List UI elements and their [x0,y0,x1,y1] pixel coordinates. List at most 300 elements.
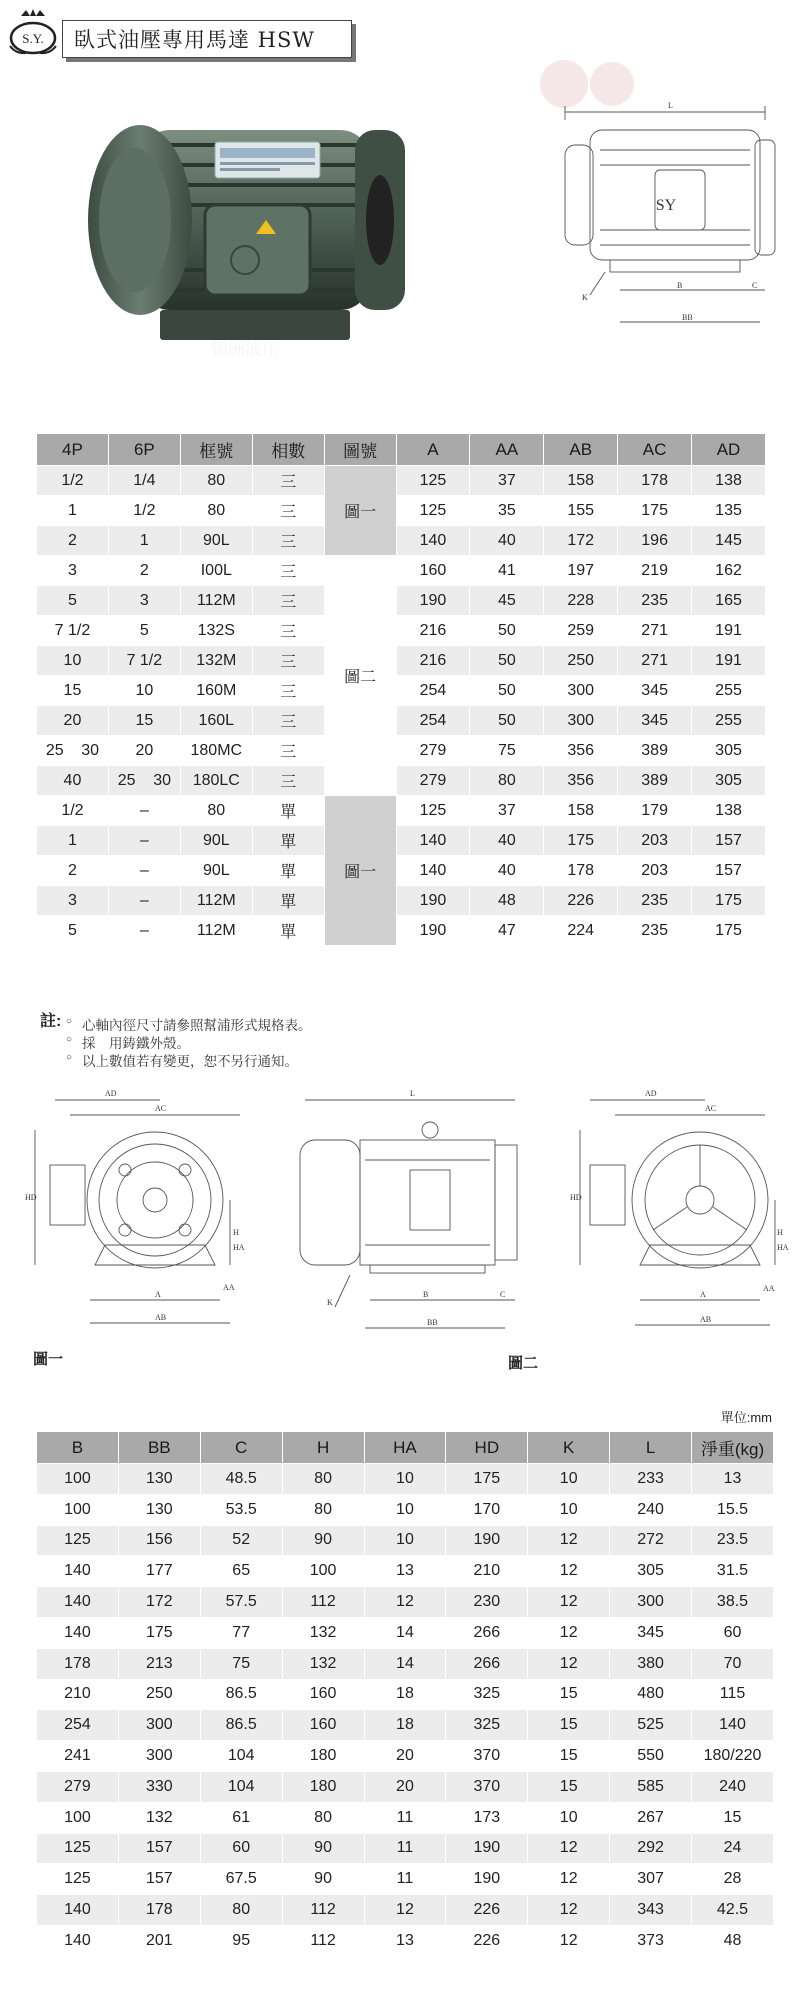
table-row [37,796,766,826]
table-cell: 單 [252,826,324,856]
col-header: HD [446,1432,528,1464]
table-cell: 210 [37,1679,119,1710]
note-item: ○ 採 用鋳鐵外殼。 [82,1032,190,1052]
table-cell: 130 [118,1464,200,1495]
table-cell: 80 [180,496,252,526]
table-cell: 80 [282,1802,364,1833]
table-cell: 125 [396,496,470,526]
table-cell: 233 [610,1464,692,1495]
table-cell: 203 [618,856,692,886]
table-cell: 173 [446,1802,528,1833]
table-cell: 279 [37,1771,119,1802]
table-cell: 60 [692,1617,774,1648]
table-cell: 180/220 [692,1741,774,1772]
table-cell: 550 [610,1741,692,1772]
table-cell: 160M [180,676,252,706]
table-cell: 175 [544,826,618,856]
table-cell: 255 [692,676,766,706]
table-cell: 2 [37,856,109,886]
table-cell: 230 [446,1587,528,1618]
table-cell: 170 [446,1494,528,1525]
table-cell: 112 [282,1587,364,1618]
table-cell: 48 [692,1925,774,1956]
table-cell: 45 [470,586,544,616]
table-cell: 5 [37,586,109,616]
table-cell: 190 [446,1525,528,1556]
diagram-cell: 圖一 [324,466,396,556]
table-row [37,1464,774,1495]
table-cell: 190 [396,916,470,946]
svg-text:AD: AD [105,1089,117,1098]
svg-text:K: K [327,1298,333,1307]
svg-text:AA: AA [223,1283,235,1292]
svg-text:AB: AB [700,1315,712,1324]
table-cell: 254 [396,676,470,706]
table-cell: 10 [528,1464,610,1495]
note-item: ○ 心軸內徑尺寸請參照幫浦形式規格表。 [82,1014,312,1034]
table-cell: 125 [37,1864,119,1895]
col-header: AD [692,434,766,466]
svg-text:HD: HD [25,1193,37,1202]
table-cell: 20 [37,706,109,736]
table-cell: 138 [692,466,766,496]
table-cell: – [108,856,180,886]
table-cell: – [108,796,180,826]
table-cell: 15 [528,1771,610,1802]
table-cell: 18 [364,1710,446,1741]
table-cell: 216 [396,646,470,676]
table-cell: 157 [118,1864,200,1895]
table-cell: 2 [37,526,109,556]
brand-logo [6,8,60,60]
table-cell: 100 [37,1464,119,1495]
table-cell: 235 [618,916,692,946]
table-cell: 10 [364,1464,446,1495]
table-cell: 157 [692,856,766,886]
table-cell: 201 [118,1925,200,1956]
table-cell: 三 [252,766,324,796]
table-cell: 240 [692,1771,774,1802]
table-cell: 三 [252,526,324,556]
svg-text:HA: HA [233,1243,245,1252]
table-cell: 單 [252,796,324,826]
table-cell: 219 [618,556,692,586]
table-cell: 50 [470,616,544,646]
svg-text:BB: BB [682,313,693,322]
note-item: ○ 以上數值若有變更，恕不另行通知。 [82,1050,298,1070]
table-cell: 80 [180,466,252,496]
table-cell: 104 [200,1771,282,1802]
table-cell: I00L [180,556,252,586]
table-cell: 60 [200,1833,282,1864]
table-cell: 5 [37,916,109,946]
table-cell: 1 [37,496,109,526]
table-cell: 90L [180,826,252,856]
table-cell: 160 [282,1710,364,1741]
table-cell: 160L [180,706,252,736]
table-cell: 31.5 [692,1556,774,1587]
svg-text:A: A [700,1290,706,1299]
table-cell: 175 [118,1617,200,1648]
table-row [37,496,766,526]
table-cell: 100 [282,1556,364,1587]
table-cell: 80 [470,766,544,796]
table-cell: 10 [364,1494,446,1525]
table-cell: 112M [180,886,252,916]
table-cell: 190 [396,886,470,916]
table-cell: 100 [37,1494,119,1525]
motor-side-drawing-top [560,100,785,340]
table-cell: 135 [692,496,766,526]
table-cell: 370 [446,1741,528,1772]
table-cell: 三 [252,496,324,526]
table-cell: 272 [610,1525,692,1556]
table-row [37,766,766,796]
table-cell: 157 [692,826,766,856]
col-header: 4P [37,434,109,466]
table-cell: 132M [180,646,252,676]
table-cell: 75 [470,736,544,766]
table-cell: 112M [180,916,252,946]
table-row [37,1802,774,1833]
table-row [37,1617,774,1648]
table-cell: 191 [692,646,766,676]
table-cell: 177 [118,1556,200,1587]
table-cell: 12 [528,1648,610,1679]
notes-label: 註: [40,1013,62,1030]
table-cell: 38.5 [692,1587,774,1618]
table-cell: 10 [108,676,180,706]
table-cell: 23.5 [692,1525,774,1556]
table-cell: 125 [37,1833,119,1864]
table-cell: 140 [37,1925,119,1956]
table-cell: 389 [618,766,692,796]
table-row [37,736,766,766]
col-header: K [528,1432,610,1464]
table-cell: 13 [364,1556,446,1587]
table-cell: 37 [470,796,544,826]
table-cell: 140 [37,1556,119,1587]
table-cell: 140 [37,1895,119,1926]
table-cell: 175 [692,916,766,946]
table-cell: 65 [200,1556,282,1587]
table-cell: 190 [446,1833,528,1864]
col-header: 淨重(kg) [692,1432,774,1464]
table-cell: 132 [282,1617,364,1648]
svg-text:AC: AC [155,1104,167,1113]
table-cell: 140 [396,826,470,856]
table-cell: 20 [364,1741,446,1772]
table-cell: 三 [252,736,324,766]
table-cell: 226 [544,886,618,916]
table-cell: 345 [618,706,692,736]
table-cell: 三 [252,676,324,706]
table-cell: 130 [118,1494,200,1525]
table-row [37,1925,774,1956]
table-cell: 86.5 [200,1710,282,1741]
table-cell: 235 [618,886,692,916]
table-cell: 254 [396,706,470,736]
table-cell: 1 [108,526,180,556]
table-cell: 90 [282,1864,364,1895]
table-cell: 157 [118,1833,200,1864]
table-cell: 40 [37,766,109,796]
table-row [37,916,766,946]
table-row [37,856,766,886]
table-cell: 389 [618,736,692,766]
table-row [37,586,766,616]
table-cell: 180MC [180,736,252,766]
table-cell: 180 [282,1741,364,1772]
table-cell: 50 [470,676,544,706]
table-cell: 178 [618,466,692,496]
table-cell: 373 [610,1925,692,1956]
table-cell: 15.5 [692,1494,774,1525]
table-cell: 12 [364,1895,446,1926]
table-cell: 三 [252,586,324,616]
table-cell: 196 [618,526,692,556]
table-cell: 1/2 [37,796,109,826]
table-cell: 95 [200,1925,282,1956]
table-cell: 210 [446,1556,528,1587]
table-cell: 292 [610,1833,692,1864]
table-cell: 380 [610,1648,692,1679]
table-cell: 112M [180,586,252,616]
table-cell: 305 [692,766,766,796]
svg-text:SY: SY [655,197,677,214]
table-cell: 165 [692,586,766,616]
table-cell: 50 [470,646,544,676]
col-header: C [200,1432,282,1464]
table-cell: 216 [396,616,470,646]
svg-text:B: B [677,281,683,290]
table-cell: 241 [37,1741,119,1772]
table-cell: 41 [470,556,544,586]
table-cell: 104 [200,1741,282,1772]
table-cell: 13 [364,1925,446,1956]
table-cell: 35 [470,496,544,526]
table-cell: 61 [200,1802,282,1833]
table-cell: 132S [180,616,252,646]
figure-2-label: 圖二 [508,1355,539,1372]
table-cell: 250 [544,646,618,676]
svg-text:S.Y.: S.Y. [22,31,44,46]
table-cell: 42.5 [692,1895,774,1926]
table-cell: 單 [252,886,324,916]
table-cell: 18 [364,1679,446,1710]
diagram-cell: 圖一 [324,796,396,946]
table-cell: 15 [108,706,180,736]
table-cell: 10 [364,1525,446,1556]
table-cell: 178 [544,856,618,886]
table-cell: 158 [544,466,618,496]
table-cell: 三 [252,616,324,646]
table-cell: 80 [200,1895,282,1926]
table-row [37,1587,774,1618]
col-header: 圖號 [324,434,396,466]
table-cell: 197 [544,556,618,586]
table-cell: 160 [282,1679,364,1710]
table-cell: – [108,886,180,916]
col-header: A [396,434,470,466]
table-cell: 138 [692,796,766,826]
table-row [37,646,766,676]
table-row [37,1741,774,1772]
table-cell: 172 [544,526,618,556]
svg-text:A: A [155,1290,161,1299]
table-cell: 3 [37,886,109,916]
table-cell: 15 [528,1710,610,1741]
table-row [37,1494,774,1525]
table-cell: 3 [108,586,180,616]
table-cell: 300 [118,1741,200,1772]
table-cell: 480 [610,1679,692,1710]
table-cell: 10 [37,646,109,676]
split-value: 25 [45,741,64,759]
table-cell: 10 [528,1802,610,1833]
table-cell: 1/4 [108,466,180,496]
figure-1-label: 圖一 [33,1351,64,1368]
table-cell: 224 [544,916,618,946]
table-cell: 213 [118,1648,200,1679]
table-cell: 178 [37,1648,119,1679]
table-cell: 259 [544,616,618,646]
table-row [37,1556,774,1587]
table-cell: 140 [37,1617,119,1648]
table-row [37,1710,774,1741]
table-cell: 14 [364,1648,446,1679]
table-cell: 10 [528,1494,610,1525]
table-cell: 132 [118,1802,200,1833]
table-cell: – [108,826,180,856]
svg-text:锦洲液压: 锦洲液压 [211,340,279,360]
table-cell: 12 [528,1864,610,1895]
svg-text:AC: AC [705,1104,717,1113]
table-cell: 15 [528,1679,610,1710]
table-cell: 125 [396,796,470,826]
table-row [37,1679,774,1710]
table-cell: 80 [282,1464,364,1495]
diagram-cell: 圖二 [324,556,396,796]
spec-table-1 [36,433,766,946]
table-cell: 86.5 [200,1679,282,1710]
page-title: 臥式油壓專用馬達 HSW [74,28,315,52]
table-cell: 24 [692,1833,774,1864]
table-cell: 90L [180,856,252,886]
table-cell: 325 [446,1679,528,1710]
table-cell: 356 [544,766,618,796]
table-cell: 7 1/2 [37,616,109,646]
table-cell: 191 [692,616,766,646]
table-cell: 178 [118,1895,200,1926]
table-cell: 80 [180,796,252,826]
table-cell: 1/2 [37,466,109,496]
table-row [37,1864,774,1895]
table-row [37,826,766,856]
svg-text:AD: AD [645,1089,657,1098]
table-cell [37,736,109,766]
table-cell: 266 [446,1648,528,1679]
table-cell: 356 [544,736,618,766]
table-cell: 11 [364,1864,446,1895]
table-cell: 11 [364,1833,446,1864]
table-cell: 266 [446,1617,528,1648]
col-header: HA [364,1432,446,1464]
table-cell: 300 [544,676,618,706]
table-cell: 47 [470,916,544,946]
table-cell: 240 [610,1494,692,1525]
table-cell: 90 [282,1833,364,1864]
table-cell: 13 [692,1464,774,1495]
table-cell: 40 [470,826,544,856]
svg-text:C: C [500,1290,506,1299]
table-row [37,1833,774,1864]
table-cell: 140 [396,526,470,556]
table-cell: 370 [446,1771,528,1802]
table-cell: 307 [610,1864,692,1895]
table-cell: 50 [470,706,544,736]
table-cell: 80 [282,1494,364,1525]
table-cell: 1 [37,826,109,856]
table-cell: 279 [396,766,470,796]
table-cell: 37 [470,466,544,496]
svg-text:H: H [777,1228,783,1237]
table-cell: 254 [37,1710,119,1741]
svg-text:BB: BB [427,1318,438,1327]
table-cell: 90L [180,526,252,556]
table-cell: 140 [37,1587,119,1618]
table-cell: 279 [396,736,470,766]
table-cell: 90 [282,1525,364,1556]
table-cell: 525 [610,1710,692,1741]
table-cell: 40 [470,526,544,556]
split-value: 30 [81,741,100,759]
col-header: 6P [108,434,180,466]
table-row [37,886,766,916]
table-cell: 3 [37,556,109,586]
table-cell: 12 [528,1925,610,1956]
table-cell: 三 [252,556,324,586]
table-row [37,1895,774,1926]
table-cell: 179 [618,796,692,826]
table-cell: 單 [252,916,324,946]
table-row [37,676,766,706]
table-cell: 132 [282,1648,364,1679]
table-cell: 12 [528,1833,610,1864]
table-cell: 12 [528,1525,610,1556]
col-header: B [37,1432,119,1464]
table-cell: 57.5 [200,1587,282,1618]
spec-table-2 [36,1431,774,1957]
table-cell: 180LC [180,766,252,796]
table-cell: 162 [692,556,766,586]
col-header: BB [118,1432,200,1464]
table-row [37,1525,774,1556]
table-cell: 125 [396,466,470,496]
table-cell: 75 [200,1648,282,1679]
unit-label: 單位:mm [720,1410,772,1425]
table-cell: 12 [528,1556,610,1587]
table-cell: 11 [364,1802,446,1833]
svg-text:B: B [423,1290,429,1299]
col-header: 相數 [252,434,324,466]
table-cell: 145 [692,526,766,556]
table-cell: 175 [618,496,692,526]
table-cell: 15 [692,1802,774,1833]
table-cell: 140 [396,856,470,886]
table-cell: 250 [118,1679,200,1710]
table-cell: 175 [446,1464,528,1495]
